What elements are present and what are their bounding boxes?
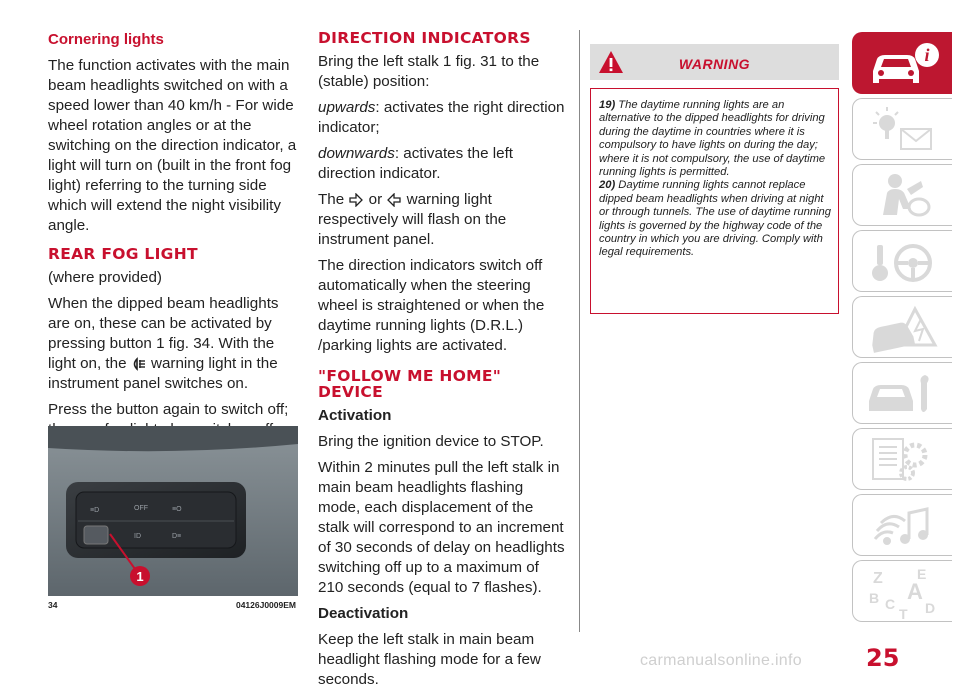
index-letter-b: B bbox=[869, 590, 880, 606]
rear-fog-light-subtitle: (where provided) bbox=[48, 269, 162, 286]
tab-starting-driving[interactable] bbox=[852, 230, 952, 292]
index-letter-c: C bbox=[885, 596, 896, 612]
column-divider bbox=[579, 30, 580, 632]
note-20-text: Daytime running lights cannot replace dipped beam headlights when driving at night or through tunnels. The use of daytime running lights is governed by the highway code of the country in which you are driving. Comply with legal requirements. bbox=[599, 179, 831, 259]
direction-warning-light-text: warning light respectively will flash on the instrument panel. bbox=[318, 191, 507, 248]
activation-heading: Activation bbox=[318, 407, 392, 424]
watermark: carmanualsonline.info bbox=[640, 652, 802, 669]
safety-icon bbox=[863, 169, 943, 223]
index-letter-e: E bbox=[917, 566, 927, 582]
activation-paragraph-2: Within 2 minutes pull the left stalk in main beam headlights flashing mode, each displacement of the stalk will correspond to an increment of 30 seconds of delay on headlights switching off up to a maximum of 210 seconds (equal to 7 flashes). bbox=[318, 459, 565, 596]
upwards-paragraph bbox=[318, 98, 566, 138]
note-19-number: 19) bbox=[599, 99, 616, 111]
svg-text:≡D: ≡D bbox=[90, 507, 100, 514]
deactivation-paragraph: Keep the left stalk in main beam headlight flashing mode for a few seconds. bbox=[318, 631, 541, 688]
svg-text:≡O: ≡O bbox=[172, 506, 182, 513]
direction-indicators-heading: DIRECTION INDICATORS bbox=[318, 29, 531, 47]
svg-text:D≡: D≡ bbox=[172, 533, 182, 540]
right-arrow-icon bbox=[348, 193, 364, 207]
downwards-label: downwards bbox=[318, 145, 395, 162]
tab-emergency[interactable] bbox=[852, 296, 952, 358]
figure-callout-1: 1 bbox=[136, 569, 144, 584]
svg-text:OFF: OFF bbox=[134, 505, 148, 512]
activation-paragraph-1: Bring the ignition device to STOP. bbox=[318, 433, 544, 450]
multimedia-icon bbox=[863, 499, 943, 553]
emergency-icon bbox=[863, 301, 943, 355]
note-19-text: The daytime running lights are an alternative to the dipped headlights for driving during the daytime in countries where it is compulsory to have lights on during the day; where it is not compulsory, the use of daytime running lights is permitted. bbox=[599, 99, 826, 179]
downwards-text: : activates the left direction indicator. bbox=[318, 145, 514, 182]
figure-caption bbox=[48, 600, 298, 610]
svg-text:ID: ID bbox=[134, 533, 141, 540]
car-info-icon bbox=[863, 37, 943, 91]
note-20-number: 20) bbox=[599, 179, 616, 192]
index-letter-a: A bbox=[907, 579, 923, 604]
cornering-lights-text: The function activates with the main beam headlights switched on with a speed lower than 40 km/h - For wide wheel rotation angles or at the switching on the direction indicator, a light will turn on (built in the front fog light) referring to the turning side which will extend the night visibility angle. bbox=[48, 57, 297, 234]
page-number: 25 bbox=[866, 644, 900, 672]
rear-fog-light-paragraph-1 bbox=[48, 294, 300, 394]
svg-text:i: i bbox=[924, 45, 930, 65]
maintenance-icon bbox=[863, 367, 943, 421]
or-word: or bbox=[368, 191, 383, 208]
the-word: The bbox=[318, 191, 345, 208]
rear-fog-warning-icon bbox=[131, 357, 147, 371]
figure-number: 34 bbox=[48, 600, 58, 610]
light-switch-panel-illustration bbox=[48, 426, 298, 596]
downwards-paragraph bbox=[318, 144, 566, 184]
rear-fog-text-a: When the dipped beam headlights are on, these can be activated by pressing button 1 fig. 34. With the light on, the bbox=[48, 295, 279, 372]
figure-code: 04126J0009EM bbox=[235, 600, 296, 610]
tab-safety[interactable] bbox=[852, 164, 952, 226]
index-letter-d: D bbox=[925, 600, 936, 616]
deactivation-heading: Deactivation bbox=[318, 605, 409, 622]
index-letter-z: Z bbox=[873, 570, 883, 587]
column-middle bbox=[318, 30, 566, 696]
tab-index[interactable] bbox=[852, 560, 952, 622]
index-letter-t: T bbox=[899, 606, 908, 619]
tab-technical-data[interactable] bbox=[852, 428, 952, 490]
tab-car-info[interactable] bbox=[852, 32, 952, 94]
direction-switch-off-paragraph: The direction indicators switch off automatically when the steering wheel is straightened or when the daytime running lights (D.R.L.) /parking lights are activated. bbox=[318, 257, 545, 354]
direction-indicators-intro: Bring the left stalk 1 fig. 31 to the (stable) position: bbox=[318, 53, 540, 90]
tab-multimedia[interactable] bbox=[852, 494, 952, 556]
warning-notes bbox=[599, 99, 831, 260]
warning-title: WARNING bbox=[678, 56, 751, 72]
tab-warning-lights[interactable] bbox=[852, 98, 952, 160]
warning-header bbox=[590, 44, 839, 80]
rear-fog-text-b: warning light in the instrument panel switches on. bbox=[48, 355, 278, 392]
warning-lights-icon bbox=[863, 103, 943, 157]
tab-maintenance[interactable] bbox=[852, 362, 952, 424]
index-icon bbox=[863, 565, 943, 619]
technical-data-icon bbox=[863, 433, 943, 487]
direction-warning-light-paragraph bbox=[318, 190, 566, 250]
rear-fog-light-paragraph-2: Press the button again to switch off; bbox=[48, 401, 289, 418]
note-19 bbox=[599, 99, 831, 179]
figure-34-photo bbox=[48, 426, 298, 596]
rear-fog-light-heading: REAR FOG LIGHT bbox=[48, 245, 198, 263]
cornering-lights-heading: Cornering lights bbox=[48, 31, 164, 48]
starting-driving-icon bbox=[863, 235, 943, 289]
upwards-text: : activates the right direction indicator; bbox=[318, 99, 565, 136]
left-arrow-icon bbox=[386, 193, 402, 207]
upwards-label: upwards bbox=[318, 99, 376, 116]
warning-box bbox=[590, 88, 839, 314]
note-20 bbox=[599, 179, 831, 259]
follow-me-home-heading: "FOLLOW ME HOME" DEVICE bbox=[318, 367, 502, 401]
